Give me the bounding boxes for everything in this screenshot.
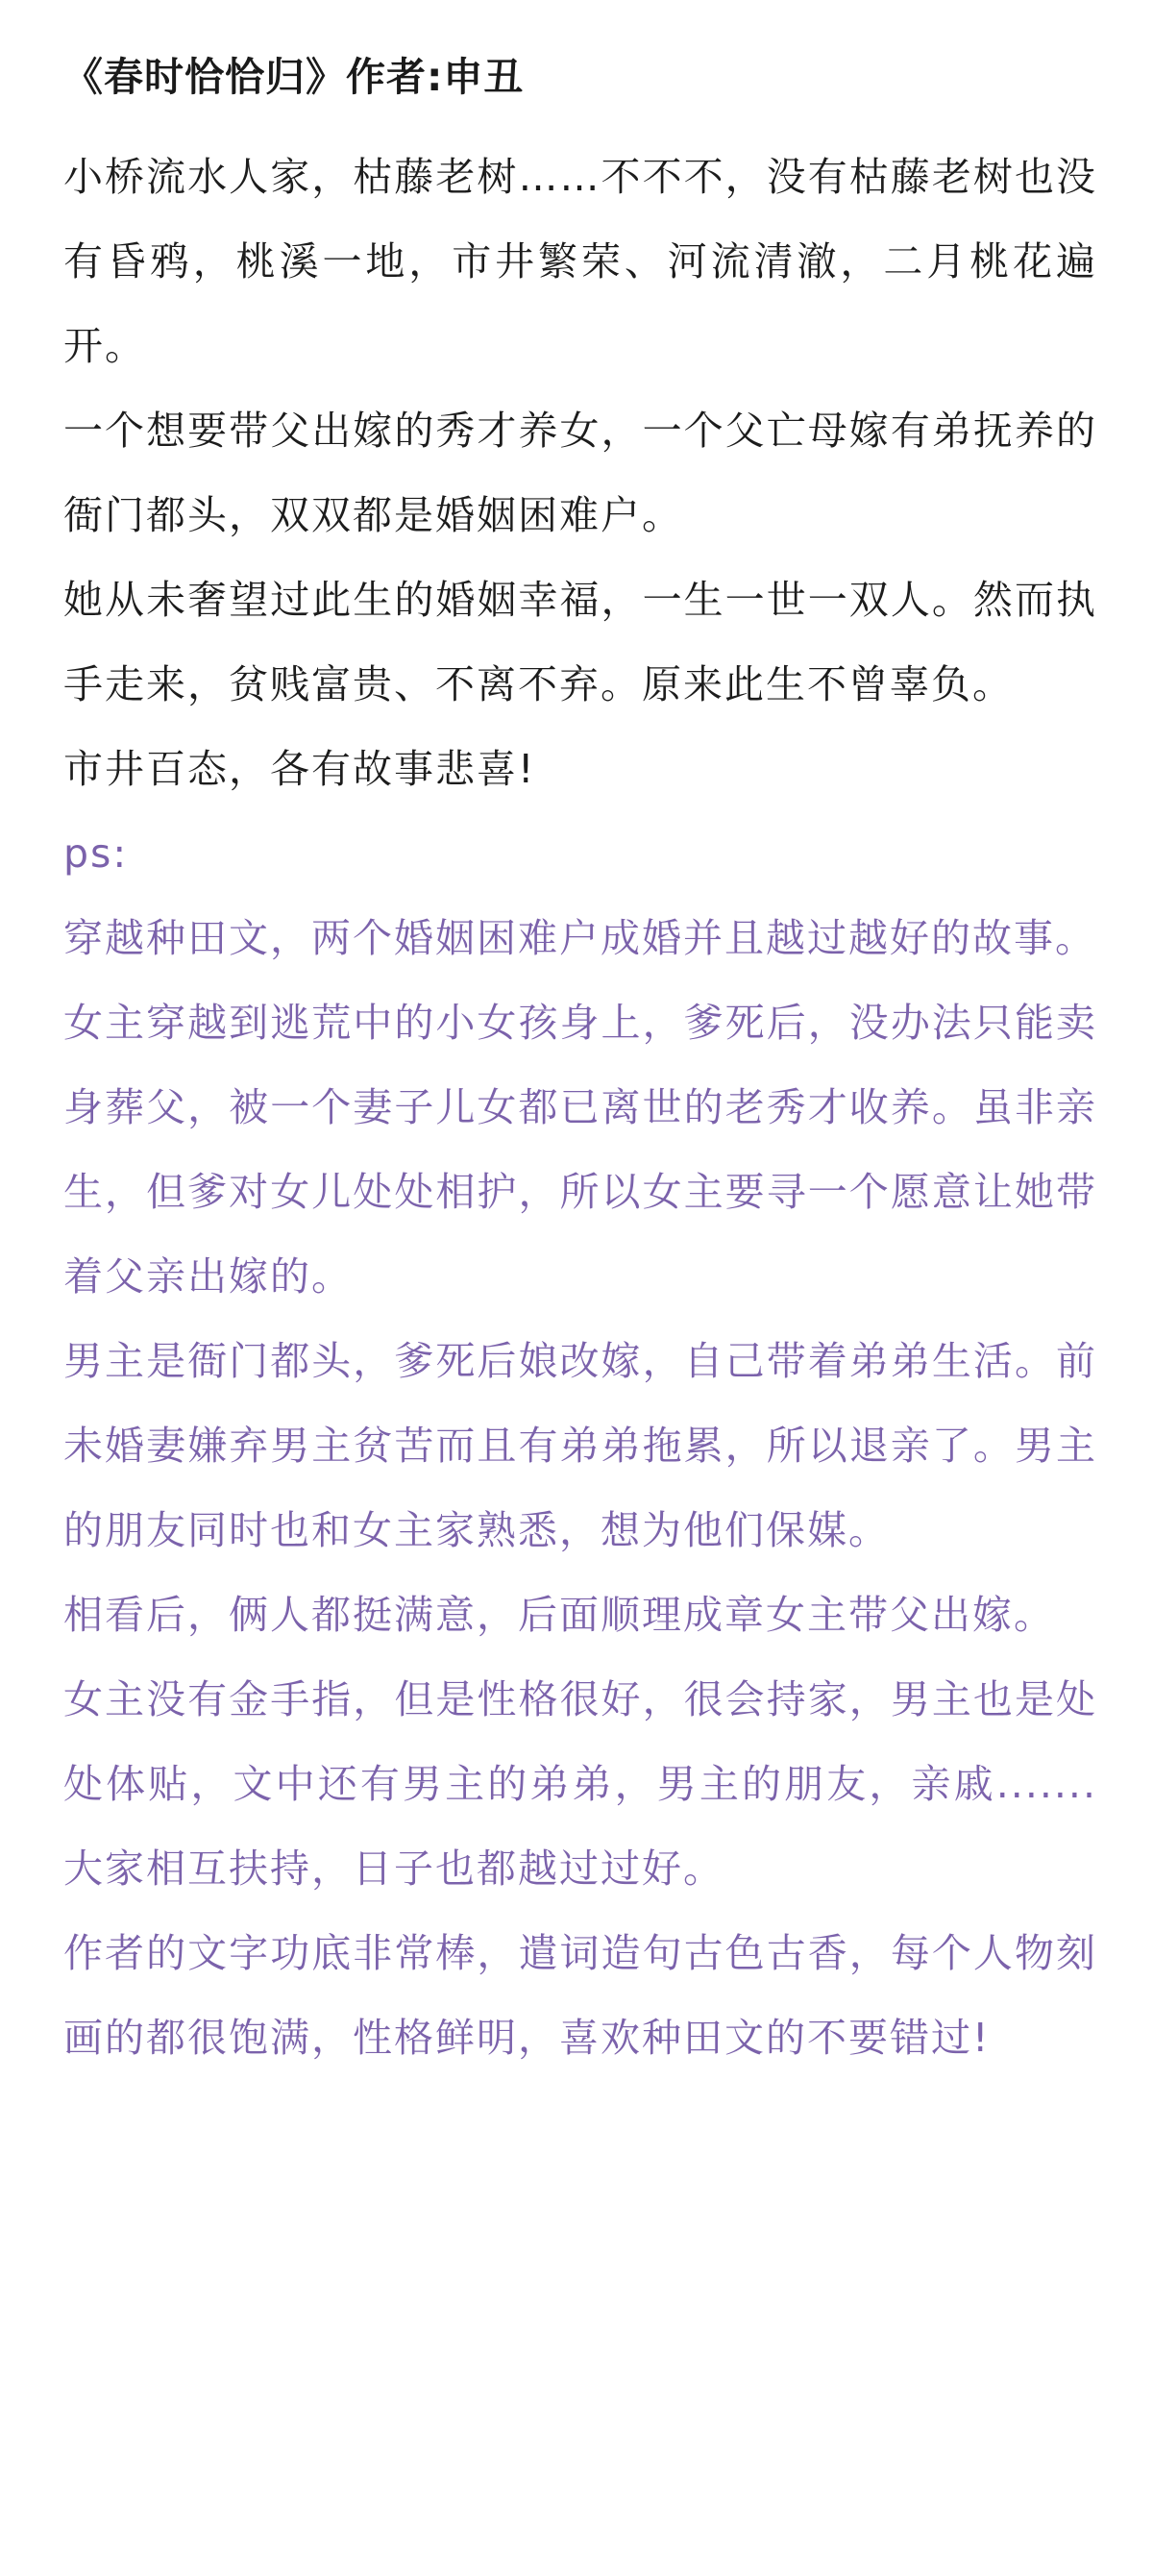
ps-paragraph: 穿越种田文，两个婚姻困难户成婚并且越过越好的故事。 — [63, 915, 1096, 961]
intro-paragraph: 市井百态，各有故事悲喜! — [63, 746, 536, 792]
intro-paragraph: 她从未奢望过此生的婚姻幸福，一生一世一双人。然而执手走来，贫贱富贵、不离不弃。原来此生不曾辜负。 — [63, 577, 1097, 707]
intro-section — [63, 135, 1097, 811]
intro-paragraph: 一个想要带父出嫁的秀才养女，一个父亡母嫁有弟抚养的衙门都头，双双都是婚姻困难户。 — [63, 408, 1097, 538]
document — [63, 48, 1097, 2080]
ps-section — [63, 811, 1097, 2080]
ps-paragraph: 男主是衙门都头，爹死后娘改嫁，自己带着弟弟生活。前未婚妻嫌弃男主贫苦而且有弟弟拖累，所以退亲了。男主的朋友同时也和女主家熟悉，想为他们保媒。 — [63, 1338, 1097, 1553]
ps-paragraph: 相看后，俩人都挺满意，后面顺理成章女主带父出嫁。 — [63, 1592, 1055, 1638]
ps-label: ps: — [63, 830, 129, 877]
ps-paragraph: 作者的文字功底非常棒，遣词造句古色古香，每个人物刻画的都很饱满，性格鲜明，喜欢种田文的不要错过! — [63, 1930, 1097, 2061]
intro-paragraph: 小桥流水人家，枯藤老树……不不不，没有枯藤老树也没有昏鸦，桃溪一地，市井繁荣、河流清澈，二月桃花遍开。 — [63, 154, 1097, 369]
ps-paragraph: 女主没有金手指，但是性格很好，很会持家，男主也是处处体贴，文中还有男主的弟弟，男主的朋友，亲戚.......大家相互扶持，日子也都越过过好。 — [63, 1676, 1097, 1892]
document-title: 《春时恰恰归》作者:申丑 — [63, 54, 525, 100]
ps-paragraph: 女主穿越到逃荒中的小女孩身上，爹死后，没办法只能卖身葬父，被一个妻子儿女都已离世的老秀才收养。虽非亲生，但爹对女儿处处相护，所以女主要寻一个愿意让她带着父亲出嫁的。 — [63, 1000, 1097, 1300]
